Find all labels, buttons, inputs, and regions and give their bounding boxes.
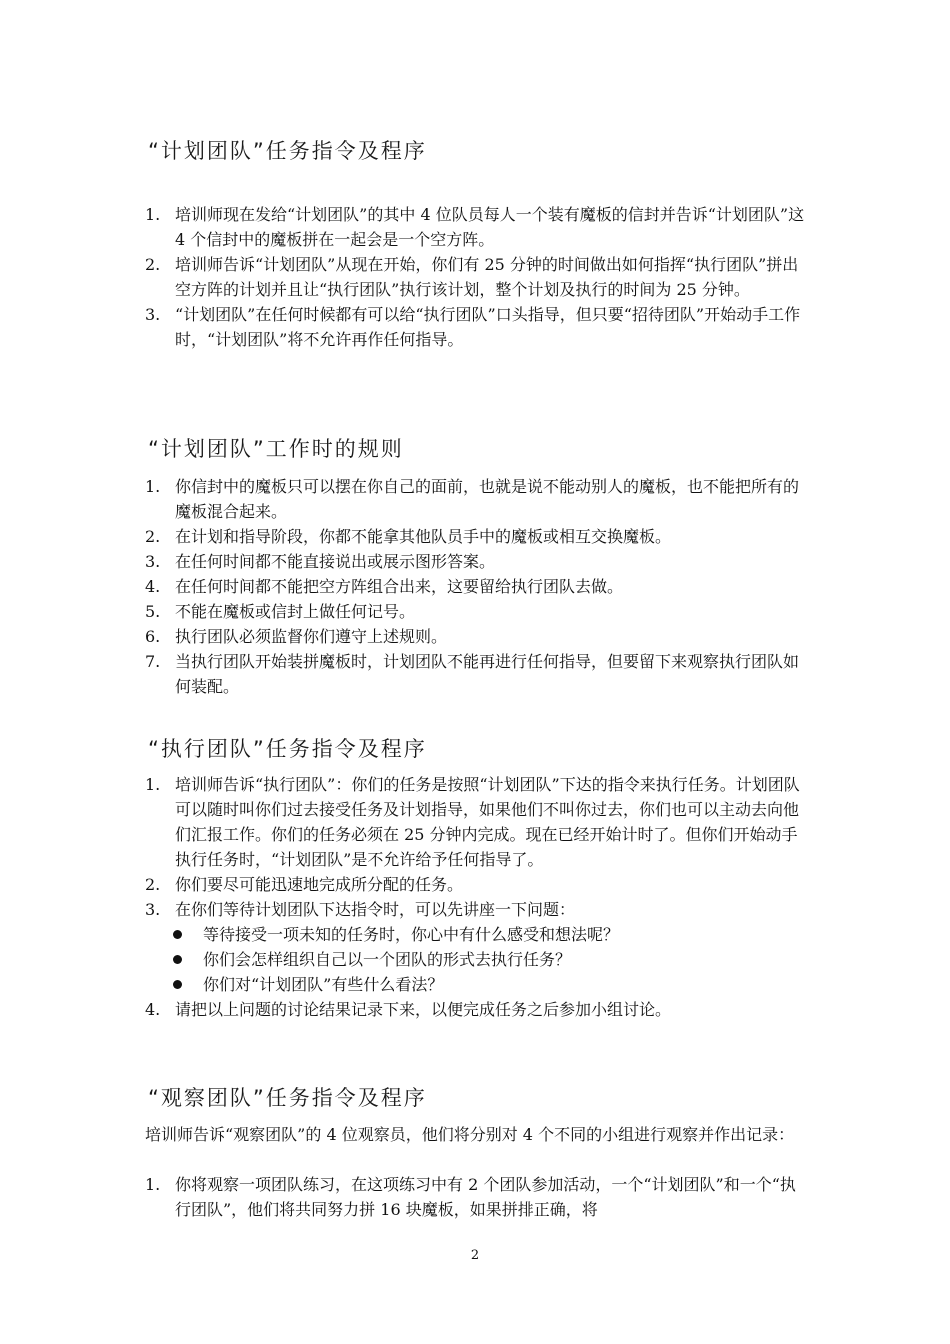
list-item: 4. 在任何时间都不能把空方阵组合出来，这要留给执行团队去做。	[145, 577, 624, 596]
planning-rules-list	[145, 474, 810, 699]
observation-intro: 培训师告诉“观察团队”的 4 位观察员，他们将分别对 4 个不同的小组进行观察并作出记录：	[145, 1125, 795, 1144]
list-item: 2. 你们要尽可能迅速地完成所分配的任务。	[145, 875, 464, 894]
list-item: 1. 培训师告诉“执行团队”：你们的任务是按照“计划团队”下达的指令来执行任务。计划团队可以随时叫你们过去接受任务及计划指导，如果他们不叫你过去，你们也可以主动去向他们汇报工作。你们的任务必须在 25 分钟内完成。现在已经开始计时了。但你们开始动手执行任务时，“计划团队”是不允许给予任何指导了。	[145, 775, 800, 869]
bullet-item: 你们对“计划团队”有些什么看法？	[145, 972, 810, 997]
list-item: 1. 你信封中的魔板只可以摆在你自己的面前，也就是说不能动别人的魔板，也不能把所有的魔板混合起来。	[145, 477, 800, 521]
section-title-planning-rules: “计划团队”工作时的规则	[148, 437, 404, 461]
page-number: 2	[470, 1248, 480, 1263]
list-item: 5. 不能在魔板或信封上做任何记号。	[145, 602, 416, 621]
bullet-item: 你们会怎样组织自己以一个团队的形式去执行任务？	[145, 947, 810, 972]
list-item: 6. 执行团队必须监督你们遵守上述规则。	[145, 627, 448, 646]
list-item: 1. 你将观察一项团队练习，在这项练习中有 2 个团队参加活动，一个“计划团队”和一个“执行团队”，他们将共同努力拼 16 块魔板，如果拼排正确，将	[145, 1175, 796, 1219]
bullet-dot	[173, 980, 182, 989]
list-item: 3. “计划团队”在任何时候都有可以给“执行团队”口头指导，但只要“招待团队”开始动手工作时，“计划团队”将不允许再作任何指导。	[145, 305, 801, 349]
bullet-dot	[173, 930, 182, 939]
observation-tasks-list	[145, 1172, 810, 1222]
list-item: 3. 在你们等待计划团队下达指令时，可以先讲座一下问题：	[145, 900, 576, 919]
list-item: 1. 培训师现在发给“计划团队”的其中 4 位队员每人一个装有魔板的信封并告诉“计划团队”这 4 个信封中的魔板拼在一起会是一个空方阵。	[145, 205, 805, 249]
section-title-execution-tasks: “执行团队”任务指令及程序	[148, 737, 427, 761]
list-item: 4. 请把以上问题的讨论结果记录下来，以便完成任务之后参加小组讨论。	[145, 1000, 672, 1019]
section-title-planning-tasks: “计划团队”任务指令及程序	[148, 139, 427, 163]
execution-tasks-list	[145, 772, 810, 1022]
list-item: 3. 在任何时间都不能直接说出或展示图形答案。	[145, 552, 496, 571]
bullet-dot	[173, 955, 182, 964]
bullet-item: 等待接受一项未知的任务时，你心中有什么感受和想法呢？	[145, 922, 810, 947]
list-item: 2. 培训师告诉“计划团队”从现在开始，你们有 25 分钟的时间做出如何指挥“执行团队”拼出空方阵的计划并且让“执行团队”执行该计划，整个计划及执行的时间为 25 分钟。	[145, 255, 799, 299]
planning-tasks-list	[145, 202, 810, 352]
section-title-observation-tasks: “观察团队”任务指令及程序	[148, 1086, 427, 1110]
list-item: 2. 在计划和指导阶段，你都不能拿其他队员手中的魔板或相互交换魔板。	[145, 527, 672, 546]
list-item: 7. 当执行团队开始装拼魔板时，计划团队不能再进行任何指导，但要留下来观察执行团队如何装配。	[145, 652, 800, 696]
